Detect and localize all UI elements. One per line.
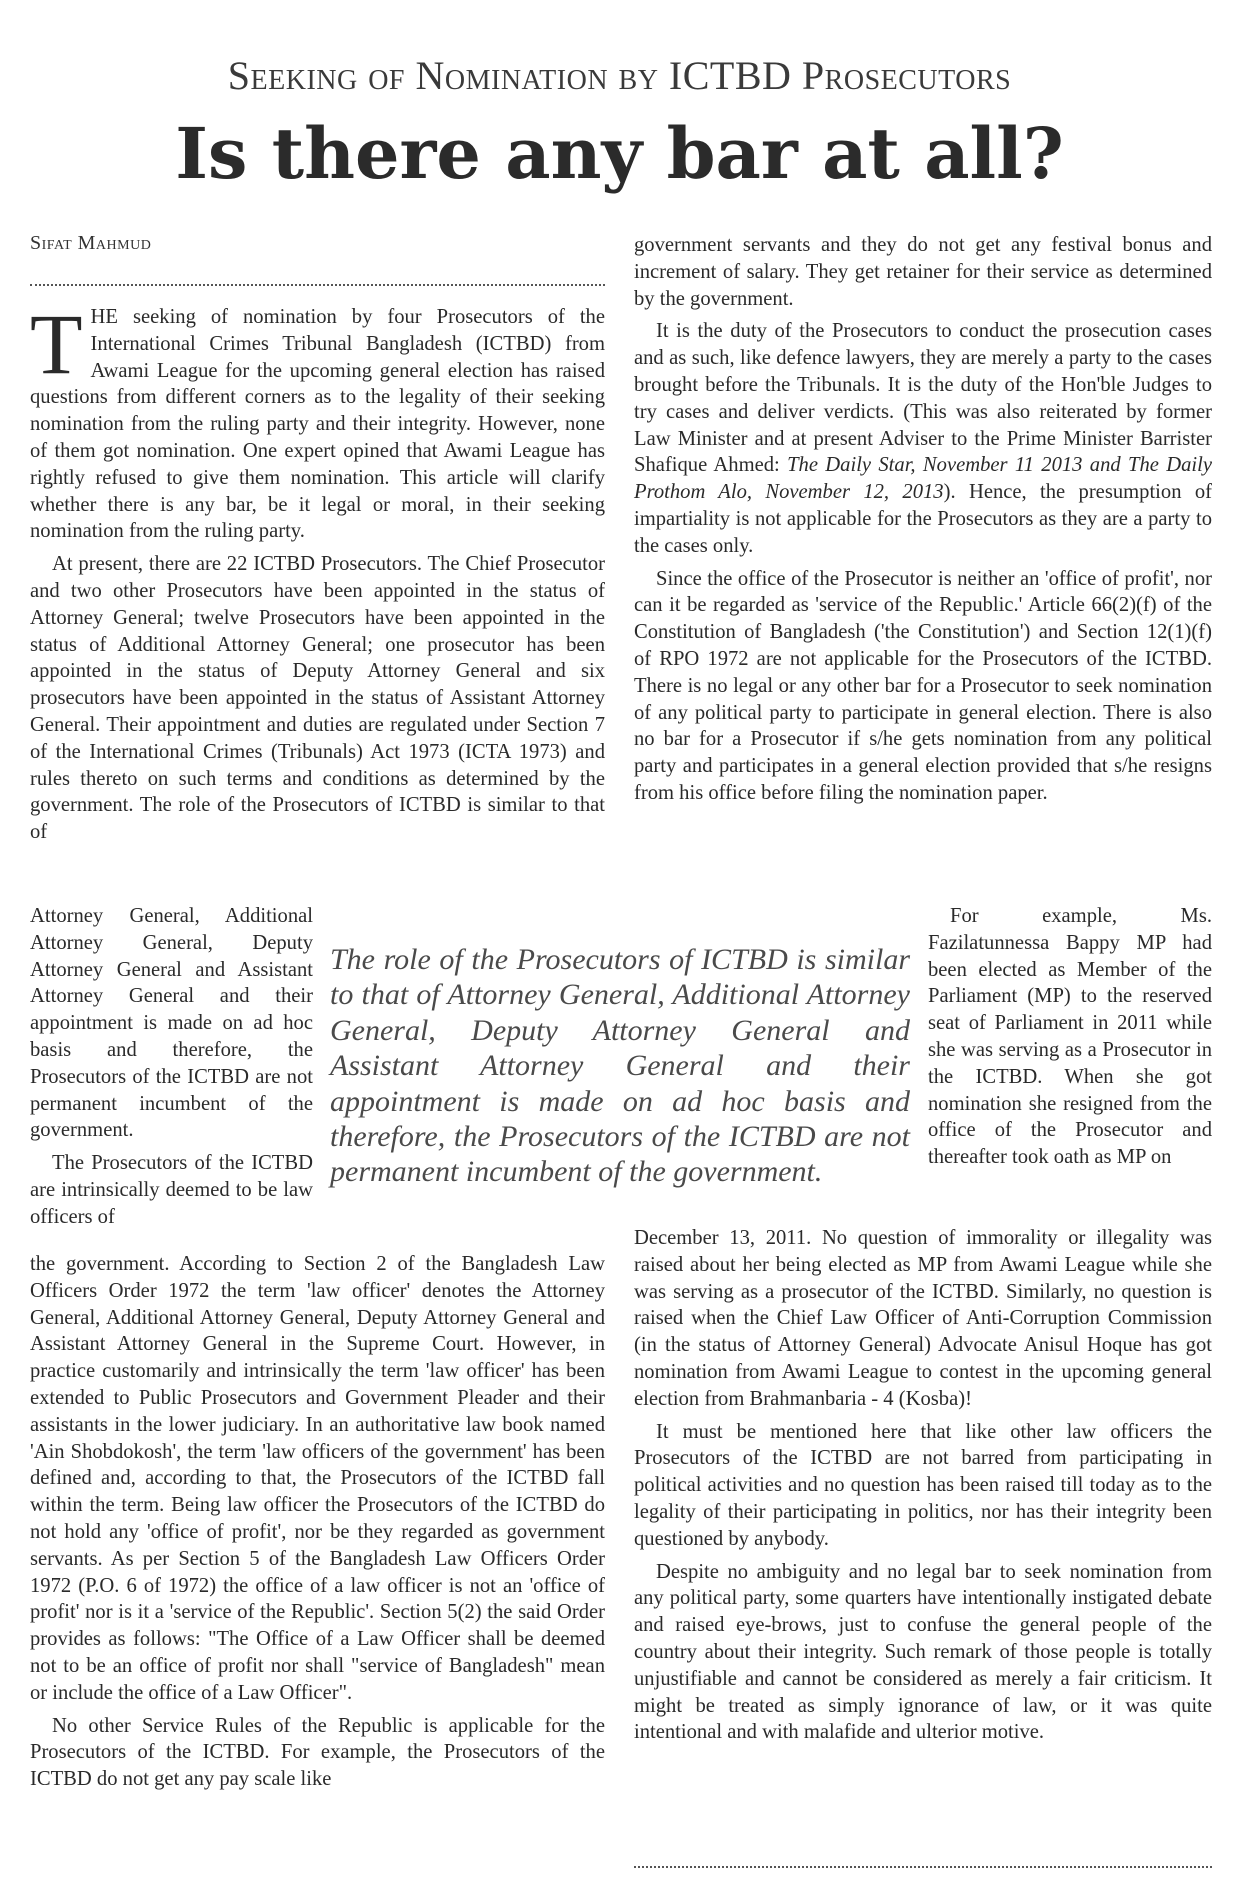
left-column-lower: [30, 1251, 605, 1799]
headline: Is there any bar at all?: [175, 112, 1064, 195]
paragraph: No other Service Rules of the Republic is applicable for the Prosecutors of the ICTBD. For example, the Prosecutors of the ICTBD do not get any pay scale like: [30, 1714, 605, 1791]
paragraph: At present, there are 22 ICTBD Prosecutors. The Chief Prosecutor and two other Prosecutors have been appointed in the status of Attorney General; twelve Prosecutors have been appointed in the status of Additional Attorney General; one prosecutor has been appointed in the status of Deputy Attorney General and six prosecutors have been appointed in the status of Assistant Attorney General. Their appointment and duties are regulated under Section 7 of the International Crimes (Tribunals) Act 1973 (ICTA 1973) and rules thereto on such terms and conditions as determined by the government. The role of the Prosecutors of ICTBD is similar to that of: [30, 553, 605, 844]
paragraph: It must be mentioned here that like other law officers the Prosecutors of the ICTBD are not barred from participating in political activities and no question has been raised till today as to the legality of their participating in politics, nor has their integrity been questioned by anybody.: [634, 1420, 1212, 1550]
pull-quote: The role of the Prosecutors of ICTBD is similar to that of Attorney General, Additional Attorney General, Deputy Attorney General and Assistant Attorney General and their appointment is made on ad hoc basis and therefore, the Prosecutors of the ICTBD are not permanent incumbent of the government.: [330, 943, 910, 1189]
byline-divider: [30, 284, 605, 286]
paragraph: Attorney General, Additional Attorney General, Deputy Attorney General and Assistant Attorney General and their appointment is made on ad hoc basis and therefore, the Prosecutors of the ICTBD are not permanent incumbent of the government.: [30, 905, 313, 1142]
end-divider: [634, 1866, 1212, 1868]
left-column-narrow: [30, 903, 313, 1237]
paragraph: the government. According to Section 2 of the Bangladesh Law Officers Order 1972 the term 'law officer' denotes the Attorney General, Additional Attorney General, Deputy Attorney General and Assistant Attorney General in the Supreme Court. However, in practice customarily and intrinsically the term 'law officer' has been extended to Public Prosecutors and Government Pleader and their assistants in the lower judiciary. In an authoritative law book named 'Ain Shobdokosh', the term 'law officers of the government' has been defined and, according to that, the Prosecutors of the ICTBD fall within the term. Being law officer the Prosecutors of the ICTBD do not hold any 'office of profit', nor be they regarded as government servants. As per Section 5 of the Bangladesh Law Officers Order 1972 (P.O. 6 of 1972) the office of a law officer is not an 'office of profit' nor is it a 'service of the Republic'. Section 5(2) the said Order provides as follows: "The Office of a Law Officer shall be deemed not to be an office of profit nor shall "service of Bangladesh" mean or include the office of a Law Officer".: [30, 1253, 605, 1704]
right-column-upper: [634, 232, 1212, 813]
paragraph: THE seeking of nomination by four Prosecutors of the International Crimes Tribunal Bangladesh (ICTBD) from Awami League for the upcoming general election has raised questions from different corners as to the legality of their seeking nomination from the ruling party and their integrity. However, none of them got nomination. One expert opined that Awami League has rightly refused to give them nomination. This article will clarify whether there is any bar, be it legal or moral, in their seeking nomination from the ruling party.: [30, 296, 605, 543]
paragraph: December 13, 2011. No question of immorality or illegality was raised about her being elected as MP from Awami League while she was serving as a prosecutor of the ICTBD. Similarly, no question is raised when the Chief Law Officer of Anti-Corruption Commission (in the status of Attorney General) Advocate Anisul Hoque has got nomination from Awami League to contest in the upcoming general election from Brahmanbaria - 4 (Kosba)!: [634, 1227, 1212, 1410]
drop-cap: T: [30, 296, 83, 392]
paragraph: Despite no ambiguity and no legal bar to seek nomination from any political party, some quarters have intentionally instigated debate and raised eye-brows, just to confuse the general people of the country about their integrity. Such remark of those people is totally unjustifiable and cannot be considered as merely a fair criticism. It might be treated as simply ignorance of law, or it was quite intentional and with malafide and ulterior motive.: [634, 1560, 1212, 1744]
paragraph: Since the office of the Prosecutor is neither an 'office of profit', nor can it be regarded as 'service of the Republic.' Article 66(2)(f) of the Constitution of Bangladesh ('the Constitution') and Section 12(1)(f) of RPO 1972 are not applicable for the Prosecutors of the ICTBD. There is no legal or any other bar for a Prosecutor to seek nomination of any political party to participate in general election. There is also no bar for a Prosecutor if s/he gets nomination from any political party and participates in a general election provided that s/he resigns from his office before filing the nomination paper.: [634, 567, 1212, 804]
paragraph: The Prosecutors of the ICTBD are intrinsically deemed to be law officers of: [30, 1152, 313, 1228]
left-column-upper: [30, 296, 605, 852]
byline: Sifat Mahmud: [30, 232, 152, 254]
right-column-lower: [634, 1225, 1212, 1752]
paragraph: It is the duty of the Prosecutors to conduct the prosecution cases and as such, like defence lawyers, they are merely a party to the cases brought before the Tribunals. It is the duty of the Hon'ble Judges to try cases and deliver verdicts. (This was also reiterated by former Law Minister and at present Adviser to the Prime Minister Barrister Shafique Ahmed: The Daily Star, November 11 2013 and The Daily Prothom Alo, November 12, 2013). Hence, the presumption of impartiality is not applicable for the Prosecutors as they are a party to the cases only.: [634, 320, 1212, 557]
right-column-narrow: [928, 903, 1212, 1177]
paragraph: For example, Ms. Fazilatunnessa Bappy MP had been elected as Member of the Parliament (MP) to the reserved seat of Parliament in 2011 while she was serving as a Prosecutor in the ICTBD. When she got nomination she resigned from the office of the Prosecutor and thereafter took oath as MP on: [928, 905, 1212, 1169]
kicker: Seeking of Nomination by ICTBD Prosecutors: [227, 53, 1012, 98]
paragraph: government servants and they do not get any festival bonus and increment of salary. They get retainer for their service as determined by the government.: [634, 234, 1212, 310]
